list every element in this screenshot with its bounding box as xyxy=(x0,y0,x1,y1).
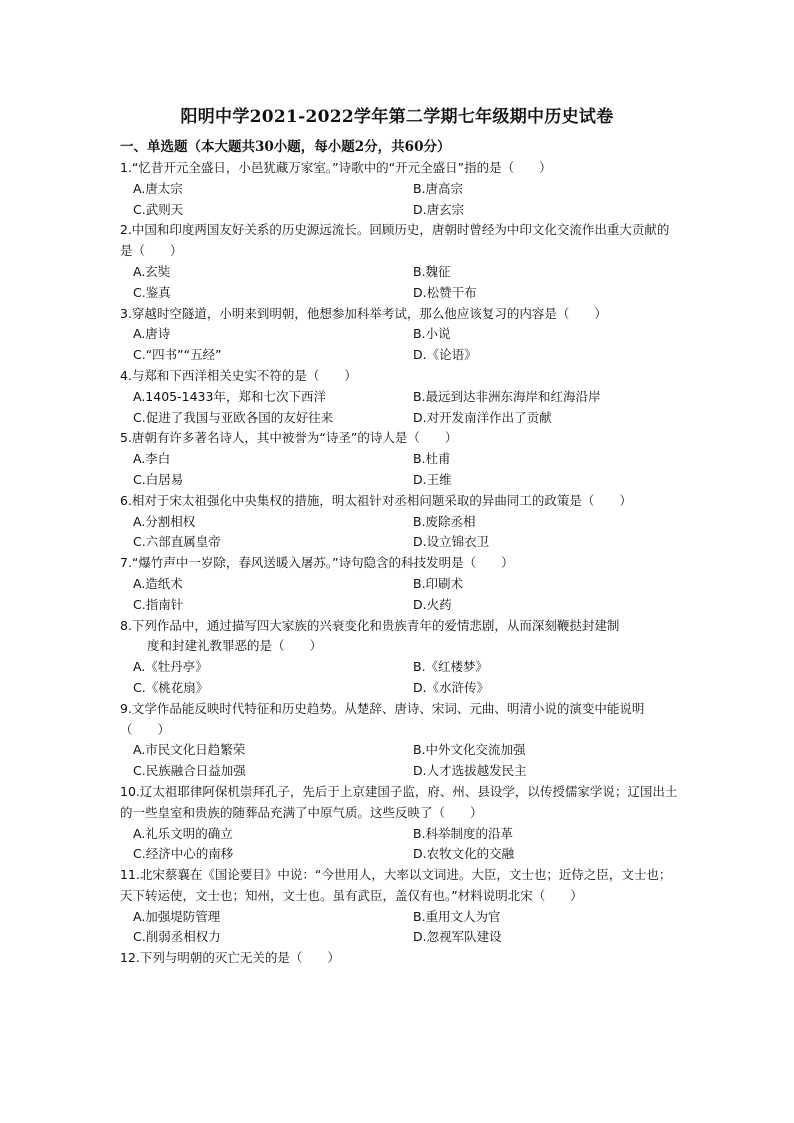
question-stem-text: 3.穿越时空隧道，小明来到明朝，他想参加科举考试，那么他应该复习的内容是（ ） xyxy=(120,305,607,321)
answer-option-a[interactable]: A.1405-1433年，郑和七次下西洋 xyxy=(133,388,326,404)
question-stem-text: 10.辽太祖耶律阿保机崇拜孔子，先后于上京建国子监，府、州、县设学，以传授儒家学说；辽国出土的一些皇室和贵族的随葬品充满了中原气质。这些反映了（ ） xyxy=(120,783,678,820)
question-stem-continuation: 度和封建礼教罪恶的是（ ） xyxy=(147,638,323,654)
question-stem-text: 11.北宋蔡襄在《国论要目》中说：“今世用人，大率以文词进。大臣，文士也；近侍之臣，文士也；天下转运使，文士也；知州，文士也。虽有武臣，盖仅有也。”材料说明北宋（ ） xyxy=(120,867,672,903)
question-stem xyxy=(120,553,680,574)
answer-options xyxy=(120,179,680,221)
answer-options xyxy=(120,657,680,699)
question-stem-text: 9.文学作品能反映时代特征和历史趋势。从楚辞、唐诗、宋词、元曲、明清小说的演变中能说明（ ） xyxy=(120,700,645,737)
question-stem-text: 8.下列作品中，通过描写四大家族的兴衰变化和贵族青年的爱情悲剧，从而深刻鞭挞封建制 xyxy=(120,617,620,633)
answer-options xyxy=(120,512,680,554)
answer-option-c[interactable]: C.民族融合日益加强 xyxy=(133,763,246,779)
answer-option-d[interactable]: D.火药 xyxy=(413,596,452,612)
question-stem-text: 7.“爆竹声中一岁除，春风送暖入屠苏。”诗句隐含的科技发明是（ ） xyxy=(120,555,514,571)
answer-option-b[interactable]: B.印刷术 xyxy=(413,575,464,591)
answer-option-b[interactable]: B.最远到达非洲东海岸和红海沿岸 xyxy=(413,388,601,404)
answer-option-c[interactable]: C.《桃花扇》 xyxy=(133,679,209,695)
question-8 xyxy=(120,616,680,699)
answer-options xyxy=(120,824,680,866)
answer-options xyxy=(120,740,680,782)
question-stem-text: 1.“忆昔开元全盛日，小邑犹藏万家室。”诗歌中的“开元全盛日”指的是（ ） xyxy=(120,160,552,175)
answer-option-b[interactable]: B.《红楼梦》 xyxy=(413,659,489,675)
question-10 xyxy=(120,782,680,865)
answer-option-d[interactable]: D.忽视军队建设 xyxy=(413,929,502,945)
question-stem xyxy=(120,782,680,824)
question-stem-text: 4.与郑和下西洋相关史实不符的是（ ） xyxy=(120,367,357,383)
answer-option-c[interactable]: C.经济中心的南移 xyxy=(133,846,234,862)
question-stem-text: 6.相对于宋太祖强化中央集权的措施，明太祖针对丞相问题采取的异曲同工的政策是（ ） xyxy=(120,492,632,508)
question-2 xyxy=(120,220,680,303)
question-stem xyxy=(120,616,680,658)
answer-option-d[interactable]: D.人才选拔越发民主 xyxy=(413,763,527,779)
question-list xyxy=(120,158,680,969)
question-4 xyxy=(120,366,680,428)
answer-option-c[interactable]: C.削弱丞相权力 xyxy=(133,929,221,945)
answer-option-a[interactable]: A.玄奘 xyxy=(133,263,171,279)
question-12 xyxy=(120,948,680,969)
answer-option-b[interactable]: B.唐高宗 xyxy=(413,180,464,196)
answer-option-a[interactable]: A.礼乐文明的确立 xyxy=(133,825,233,841)
answer-option-c[interactable]: C.武则天 xyxy=(133,201,184,217)
answer-option-a[interactable]: A.《牡丹亭》 xyxy=(133,659,208,675)
answer-option-d[interactable]: D.《水浒传》 xyxy=(413,679,490,695)
page-title: 阳明中学2021-2022学年第二学期七年级期中历史试卷 xyxy=(180,107,614,127)
answer-option-d[interactable]: D.设立锦衣卫 xyxy=(413,534,490,550)
answer-option-a[interactable]: A.分割相权 xyxy=(133,513,196,529)
answer-option-d[interactable]: D.王维 xyxy=(413,471,452,487)
answer-option-c[interactable]: C.鉴真 xyxy=(133,284,171,300)
question-stem xyxy=(120,491,680,512)
question-11 xyxy=(120,865,680,948)
question-6 xyxy=(120,491,680,553)
answer-option-b[interactable]: B.中外文化交流加强 xyxy=(413,742,526,758)
answer-option-a[interactable]: A.加强堤防管理 xyxy=(133,908,221,924)
answer-option-d[interactable]: D.农牧文化的交融 xyxy=(413,846,515,862)
answer-options xyxy=(120,387,680,429)
question-stem xyxy=(120,304,680,325)
section-heading: 一、单选题（本大题共30小题，每小题2分，共60分） xyxy=(120,139,451,155)
answer-option-d[interactable]: D.松赞干布 xyxy=(413,284,477,300)
answer-option-a[interactable]: A.唐太宗 xyxy=(133,180,183,196)
answer-option-b[interactable]: B.科举制度的沿革 xyxy=(413,825,514,841)
answer-option-c[interactable]: C.白居易 xyxy=(133,471,184,487)
answer-option-a[interactable]: A.李白 xyxy=(133,451,171,467)
answer-option-a[interactable]: A.市民文化日趋繁荣 xyxy=(133,742,246,758)
answer-option-c[interactable]: C.指南针 xyxy=(133,596,184,612)
answer-option-a[interactable]: A.唐诗 xyxy=(133,326,171,342)
question-7 xyxy=(120,553,680,615)
answer-option-b[interactable]: B.小说 xyxy=(413,326,451,342)
answer-option-b[interactable]: B.杜甫 xyxy=(413,451,451,467)
question-stem xyxy=(120,158,680,179)
answer-option-b[interactable]: B.废除丞相 xyxy=(413,513,476,529)
question-5 xyxy=(120,428,680,490)
question-stem-text: 5.唐朝有许多著名诗人，其中被誉为“诗圣”的诗人是（ ） xyxy=(120,430,458,446)
answer-options xyxy=(120,574,680,616)
question-stem xyxy=(120,865,680,907)
question-stem-text: 2.中国和印度两国友好关系的历史源远流长。回顾历史，唐朝时曾经为中印文化交流作出重大贡献的是（ ） xyxy=(120,222,670,259)
answer-options xyxy=(120,449,680,491)
answer-option-c[interactable]: C.六部直属皇帝 xyxy=(133,534,221,550)
answer-options xyxy=(120,907,680,949)
answer-option-d[interactable]: D.对开发南洋作出了贡献 xyxy=(413,409,552,425)
question-1 xyxy=(120,158,680,220)
question-stem xyxy=(120,948,680,969)
answer-option-a[interactable]: A.造纸术 xyxy=(133,575,183,591)
question-stem xyxy=(120,366,680,387)
answer-options xyxy=(120,262,680,304)
answer-options xyxy=(120,324,680,366)
question-9 xyxy=(120,699,680,782)
question-stem-text: 12.下列与明朝的灭亡无关的是（ ） xyxy=(120,950,340,966)
answer-option-b[interactable]: B.魏征 xyxy=(413,263,451,279)
answer-option-d[interactable]: D.唐玄宗 xyxy=(413,201,465,217)
question-stem xyxy=(120,699,680,741)
question-3 xyxy=(120,304,680,366)
answer-option-c[interactable]: C.“四书”“五经” xyxy=(133,347,222,363)
answer-option-c[interactable]: C.促进了我国与亚欧各国的友好往来 xyxy=(133,409,334,425)
question-stem xyxy=(120,220,680,262)
answer-option-d[interactable]: D.《论语》 xyxy=(413,347,477,363)
question-stem xyxy=(120,428,680,449)
answer-option-b[interactable]: B.重用文人为官 xyxy=(413,908,501,924)
